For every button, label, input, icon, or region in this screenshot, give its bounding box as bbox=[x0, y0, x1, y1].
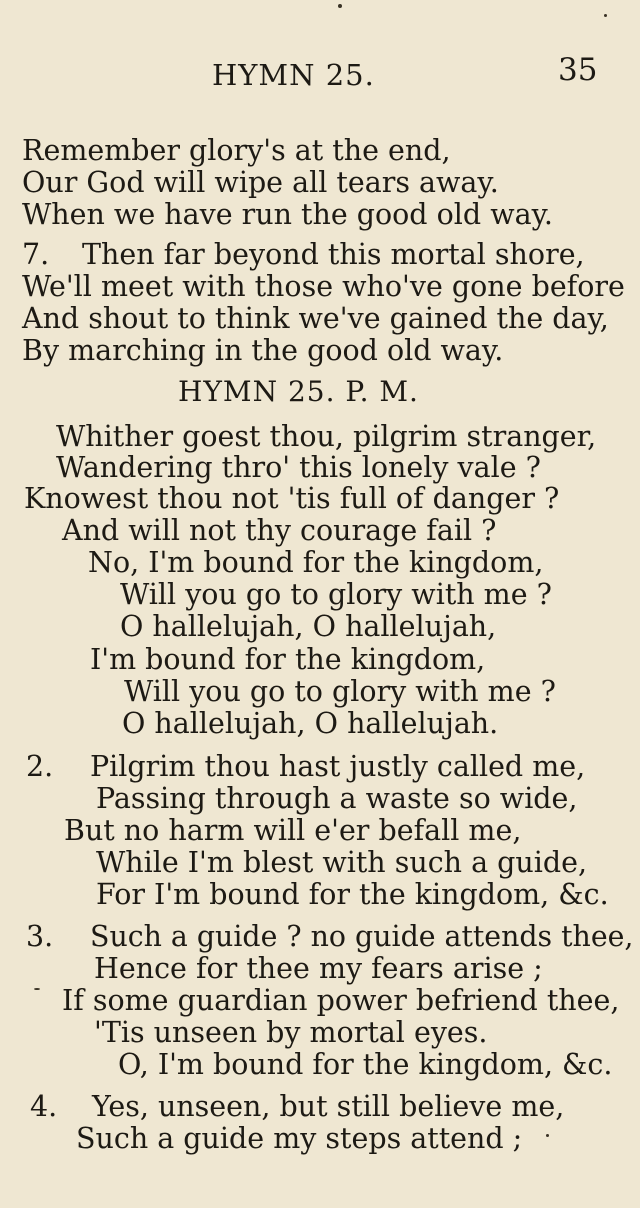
chorus-line: Will you go to glory with me ? bbox=[124, 675, 556, 708]
verse-line: When we have run the good old way. bbox=[22, 198, 553, 231]
verse-line: Remember glory's at the end, bbox=[22, 134, 451, 167]
ink-speck bbox=[34, 988, 40, 990]
verse-line: Hence for thee my fears arise ; bbox=[94, 952, 543, 985]
verse-line: Pilgrim thou hast justly called me, bbox=[90, 750, 586, 783]
running-title: HYMN 25. bbox=[212, 58, 375, 92]
verse-line: Such a guide my steps attend ; bbox=[76, 1122, 523, 1155]
verse-line: Then far beyond this mortal shore, bbox=[82, 238, 585, 271]
verse-line: Knowest thou not 'tis full of danger ? bbox=[24, 482, 560, 515]
verse-line: While I'm blest with such a guide, bbox=[96, 846, 588, 879]
verse-line: By marching in the good old way. bbox=[22, 334, 504, 367]
verse-line: Such a guide ? no guide attends thee, bbox=[90, 920, 634, 953]
chorus-line: O hallelujah, O hallelujah, bbox=[120, 610, 497, 643]
verse-line: We'll meet with those who've gone before bbox=[22, 270, 625, 303]
hymn-heading: HYMN 25. P. M. bbox=[178, 375, 419, 408]
verse-line: Yes, unseen, but still believe me, bbox=[92, 1090, 565, 1123]
stanza-number: 2. bbox=[26, 750, 54, 783]
verse-line: Wandering thro' this lonely vale ? bbox=[56, 451, 541, 484]
ink-speck bbox=[338, 4, 342, 8]
verse-line: But no harm will e'er befall me, bbox=[64, 814, 522, 847]
ink-speck bbox=[604, 14, 607, 17]
page-number: 35 bbox=[558, 52, 598, 88]
chorus-line: No, I'm bound for the kingdom, bbox=[88, 546, 544, 579]
stanza-number: 4. bbox=[30, 1090, 58, 1123]
verse-line: If some guardian power befriend thee, bbox=[62, 984, 620, 1017]
verse-line: Our God will wipe all tears away. bbox=[22, 166, 499, 199]
chorus-line: I'm bound for the kingdom, bbox=[90, 643, 486, 676]
verse-line: For I'm bound for the kingdom, &c. bbox=[96, 878, 609, 911]
running-head bbox=[0, 52, 640, 92]
verse-line: And shout to think we've gained the day, bbox=[22, 302, 609, 335]
chorus-line: Will you go to glory with me ? bbox=[120, 578, 552, 611]
stanza-number: 7. bbox=[22, 238, 50, 271]
verse-line: Whither goest thou, pilgrim stranger, bbox=[56, 420, 597, 453]
ink-speck bbox=[546, 1134, 549, 1137]
verse-line: 'Tis unseen by mortal eyes. bbox=[94, 1016, 488, 1049]
verse-line: O, I'm bound for the kingdom, &c. bbox=[118, 1048, 613, 1081]
verse-line: Passing through a waste so wide, bbox=[96, 782, 578, 815]
stanza-number: 3. bbox=[26, 920, 54, 953]
verse-line: And will not thy courage fail ? bbox=[62, 514, 497, 547]
chorus-line: O hallelujah, O hallelujah. bbox=[122, 707, 499, 740]
